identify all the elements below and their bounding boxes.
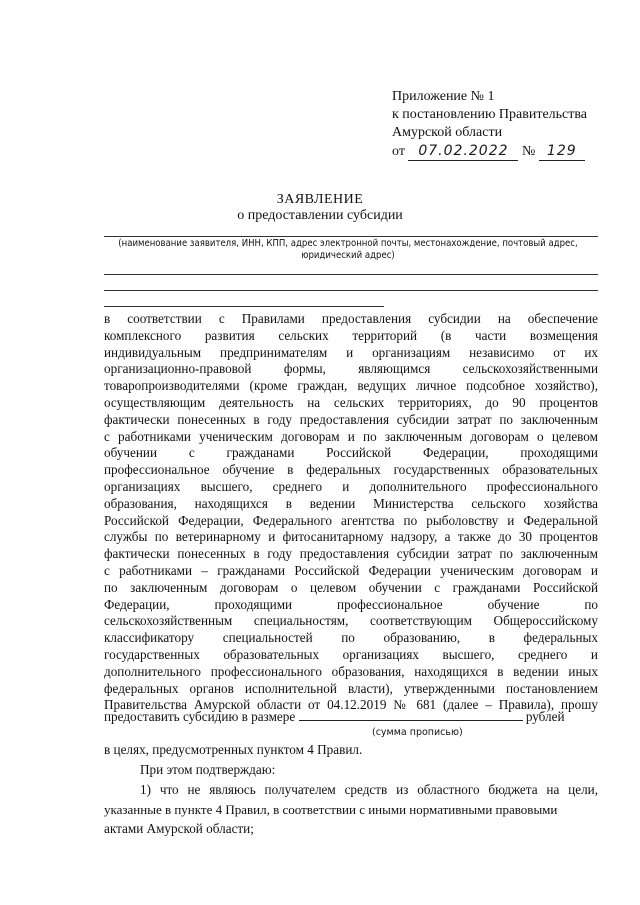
applicant-caption-line2: юридический адрес) [301,250,395,261]
applicant-blank-line [104,306,384,307]
body-line: с работниками – гражданами Российской Федерации ученическим договорам и [104,562,598,578]
body-line: товаропроизводителями (кроме граждан, ведущих личное подсобное хозяйство), [104,378,598,394]
body-line: в соответствии с Правилами предоставления субсидии на обеспечение [104,311,598,326]
body-paragraph [104,311,598,714]
amount-prefix: предоставить субсидию в размере [104,709,296,724]
handwritten-number: 129 [539,142,585,161]
item1-line1 [140,781,598,798]
confirm-line: При этом подтверждаю: [140,762,276,777]
appendix-title: Приложение № 1 [392,89,495,104]
body-line: классификатору специальностей по образованию, в федеральных [104,630,598,646]
amount-caption: (сумма прописью) [372,727,463,738]
document-title: ЗАЯВЛЕНИЕ [276,192,364,207]
applicant-blank-line [104,274,598,275]
appendix-region: Амурской области [392,125,503,140]
body-line: сельскохозяйственным специальностям, соответствующим Общероссийскому [104,613,598,629]
amount-suffix: рублей [525,709,565,724]
item1-line3: актами Амурской области; [104,821,254,836]
appendix-date-row [392,142,622,161]
document-subtitle: о предоставлении субсидии [237,208,403,223]
amount-blank-field [299,708,523,721]
from-label: от [392,144,405,159]
body-line: с работниками ученическим договорам и по заключенным договорам о целевом [104,428,598,444]
body-line: по заключенным договорам о целевом обучении с гражданами Российской [104,579,598,595]
applicant-blank-line [104,290,598,291]
body-line: фактически понесенных в году предоставления субсидии затрат по заключенным [104,411,598,427]
number-label: № [521,144,536,159]
appendix-resolution: к постановлению Правительства [392,107,588,122]
item1-line1-text: 1) что не являюсь получателем средств из областного бюджета на цели, [140,782,598,797]
body-line: осуществляющим деятельность на сельских территориях, до 90 процентов [104,394,598,410]
purpose-line: в целях, предусмотренных пунктом 4 Правил. [104,742,363,757]
body-line: дополнительного профессионального образования, находящихся в ведении иных [104,663,598,679]
body-line: индивидуальным предпринимателям и организациям независимо от их [104,344,598,360]
amount-row [104,708,598,725]
body-line: профессиональное обучение в федеральных государственных образовательных [104,462,598,478]
item1-line2: указанные в пункте 4 Правил, в соответствии с иными нормативными правовыми [104,802,558,817]
body-line: организационно-правовой формы, являющимся сельскохозяйственными [104,361,598,377]
handwritten-date: 07.02.2022 [408,142,518,161]
body-line: фактически понесенных в году предоставления субсидии затрат по заключенным [104,546,598,562]
body-line: обучении с гражданами Российской Федерации, проходящими [104,445,598,461]
appendix-block [392,88,622,161]
applicant-caption-line1: (наименование заявителя, ИНН, КПП, адрес электронной почты, местонахождение, почтовый адрес, [118,238,578,249]
body-line: организациях высшего, среднего и дополнительного профессионального [104,478,598,494]
body-line: федеральных органов исполнительной власти), утвержденными постановлением [104,680,598,696]
applicant-caption [108,238,588,262]
body-line: комплексного развития сельских территорий (в части возмещения [104,327,598,343]
body-line: Правительства Амурской области от 04.12.2019 № 681 (далее – Правила), прошу [104,697,598,713]
body-line: Российской Федерации, Федерального агентства по рыболовству и Федеральной [104,512,598,528]
body-line: государственных образовательных организациях высшего, среднего и [104,646,598,662]
body-line: образования, находящихся в ведении Министерства сельского хозяйства [104,495,598,511]
body-line: Федерации, проходящими профессиональное обучение по [104,596,598,612]
applicant-field-line [104,236,598,237]
body-line: службы по ветеринарному и фитосанитарному надзору, а также до 30 процентов [104,529,598,545]
